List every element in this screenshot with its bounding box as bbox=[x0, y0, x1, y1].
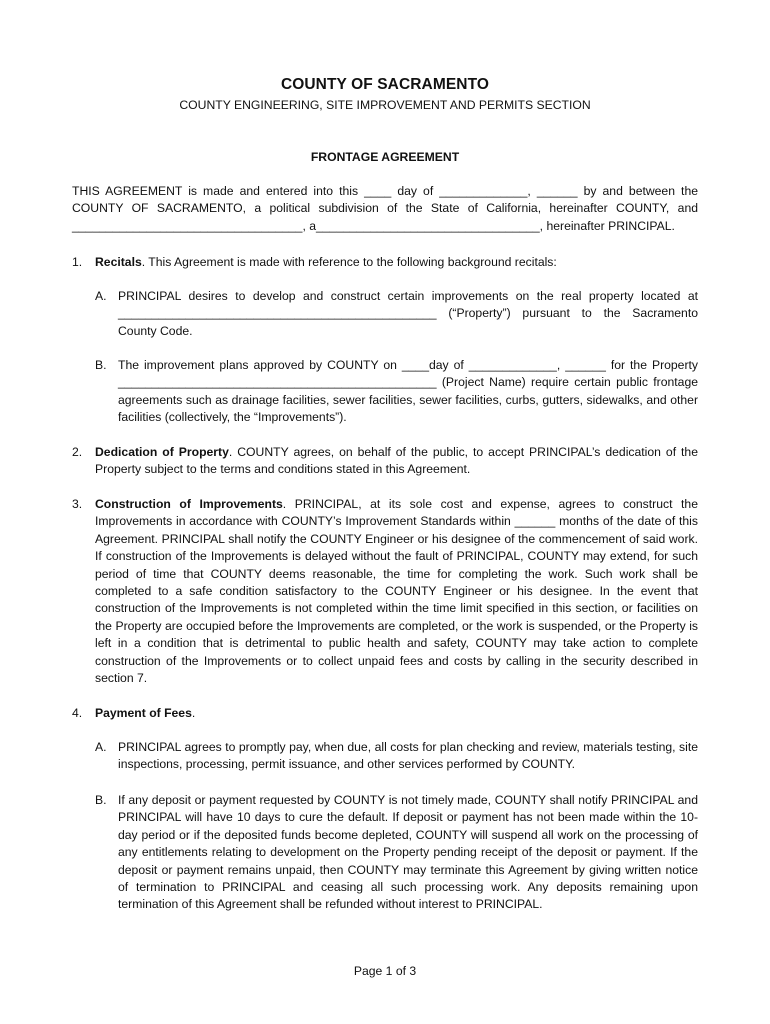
item-letter: A. bbox=[95, 740, 107, 754]
item-text: If any deposit or payment requested by COUNTY is not timely made, COUNTY shall notify PRINCIPAL and PRINCIPAL will have 10 days to cure the default. If deposit or payment has not been made within the 10-day period or if the deposited funds become depleted, COUNTY will suspend all work on the processing of any entitlements relating to development on the Property pending receipt of the deposit or payment. If the deposit or payment remains unpaid, then COUNTY may terminate this Agreement by giving written notice of termination to PRINCIPAL and ceasing all such processing work. Any deposits remaining upon termination of this Agreement shall be refunded without interest to PRINCIPAL. bbox=[118, 793, 698, 912]
item-letter: A. bbox=[95, 289, 107, 303]
section-recitals bbox=[72, 254, 698, 271]
page-number: Page 1 of 3 bbox=[353, 964, 417, 978]
section-number: 2. bbox=[72, 445, 83, 459]
section-heading: Dedication of Property bbox=[95, 445, 229, 459]
section-dedication bbox=[72, 444, 698, 479]
section-body: . COUNTY agrees, on behalf of the public, to accept PRINCIPAL’s dedication of the Property subject to the terms and conditions stated in this Agreement. bbox=[95, 445, 698, 477]
recital-b bbox=[95, 357, 698, 427]
page-subtitle: COUNTY ENGINEERING, SITE IMPROVEMENT AND PERMITS SECTION bbox=[179, 98, 591, 112]
item-letter: B. bbox=[95, 793, 107, 807]
section-body: . bbox=[191, 706, 196, 720]
recital-a bbox=[95, 288, 698, 340]
item-text: PRINCIPAL agrees to promptly pay, when due, all costs for plan checking and review, materials testing, site inspections, processing, permit issuance, and other services performed by COUNTY. bbox=[118, 740, 698, 772]
section-number: 4. bbox=[72, 706, 83, 720]
section-heading: Construction of Improvements bbox=[95, 497, 283, 511]
section-heading: Recitals bbox=[95, 255, 142, 269]
section-number: 3. bbox=[72, 497, 83, 511]
agreement-title: FRONTAGE AGREEMENT bbox=[310, 150, 460, 164]
section-construction bbox=[72, 496, 698, 687]
section-fees bbox=[72, 705, 698, 722]
section-text bbox=[95, 254, 698, 271]
section-text bbox=[95, 444, 698, 479]
section-heading: Payment of Fees bbox=[95, 706, 192, 720]
item-text: PRINCIPAL desires to develop and construct certain improvements on the real property located at _______________________________________________ (“Property”) pursuant to the Sacramento County Code. bbox=[118, 289, 698, 338]
intro-paragraph: THIS AGREEMENT is made and entered into this ____ day of _____________, ______ by and between the COUNTY OF SACRAMENTO, a political subdivision of the State of California, hereinafter COUNTY, and __________________________________, a_________________________________, hereinafter PRINCIPAL. bbox=[72, 184, 698, 233]
section-text bbox=[95, 705, 698, 722]
item-text: The improvement plans approved by COUNTY on ____day of _____________, ______ for the Property _______________________________________________ (Project Name) require certain public frontage agreements such as drainage facilities, sewer facilities, sewer facilities, curbs, gutters, sidewalks, and other facilities (collectively, the “Improvements”). bbox=[118, 358, 698, 425]
item-letter: B. bbox=[95, 358, 107, 372]
section-number: 1. bbox=[72, 255, 83, 269]
section-text bbox=[95, 496, 698, 687]
section-body: . This Agreement is made with reference to the following background recitals: bbox=[141, 255, 557, 269]
fees-item-a bbox=[95, 739, 698, 774]
fees-item-b bbox=[95, 792, 698, 914]
page-title: COUNTY OF SACRAMENTO bbox=[280, 76, 490, 93]
section-body: . PRINCIPAL, at its sole cost and expense, agrees to construct the Improvements in accordance with COUNTY’s Improvement Standards within ______ months of the date of this Agreement. PRINCIPAL shall notify the COUNTY Engineer or his designee of the commencement of said work. If construction of the Improvements is delayed without the fault of PRINCIPAL, COUNTY may extend, for such period of time that COUNTY deems reasonable, the time for completing the work. Such work shall be completed to a safe condition satisfactory to the COUNTY Engineer or his designee. In the event that construction of the Improvements is not completed within the time limit specified in this section, or facilities on the Property are occupied before the Improvements are completed, or the work is suspended, or the Property is left in a condition that is detrimental to public health and safety, COUNTY may take action to complete construction of the Improvements or to collect unpaid fees and costs by calling in the security described in section 7. bbox=[95, 497, 698, 686]
